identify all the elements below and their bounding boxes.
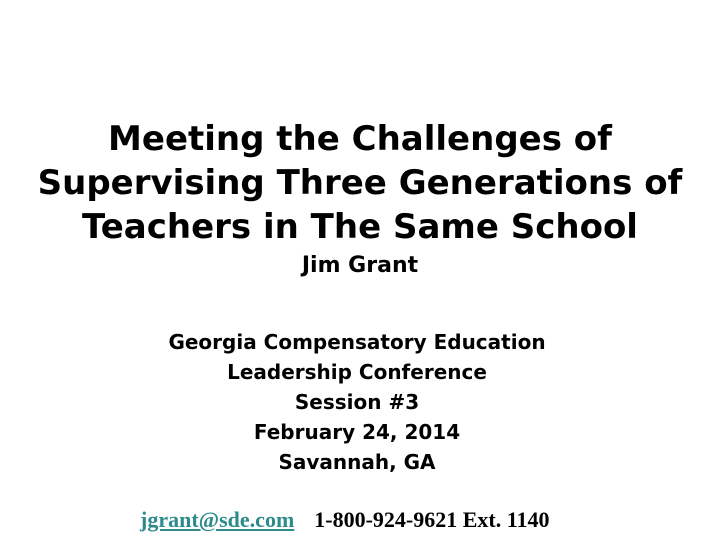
event-session: Session #3 — [294, 390, 420, 414]
contact-info — [140, 506, 550, 534]
event-organization: Georgia Compensatory Education — [168, 330, 546, 354]
title-line-3: Teachers in The Same School — [82, 207, 638, 247]
title-line-1: Meeting the Challenges of — [108, 119, 612, 159]
email-link[interactable]: jgrant@sde.com — [140, 507, 295, 532]
phone-number: 1-800-924-9621 Ext. 1140 — [314, 507, 550, 532]
event-location: Savannah, GA — [278, 450, 436, 474]
event-conference: Leadership Conference — [227, 360, 487, 384]
slide-title — [0, 117, 720, 249]
event-details — [0, 327, 714, 477]
event-date: February 24, 2014 — [253, 420, 461, 444]
author-name: Jim Grant — [301, 253, 419, 278]
title-line-2: Supervising Three Generations of — [37, 163, 683, 203]
